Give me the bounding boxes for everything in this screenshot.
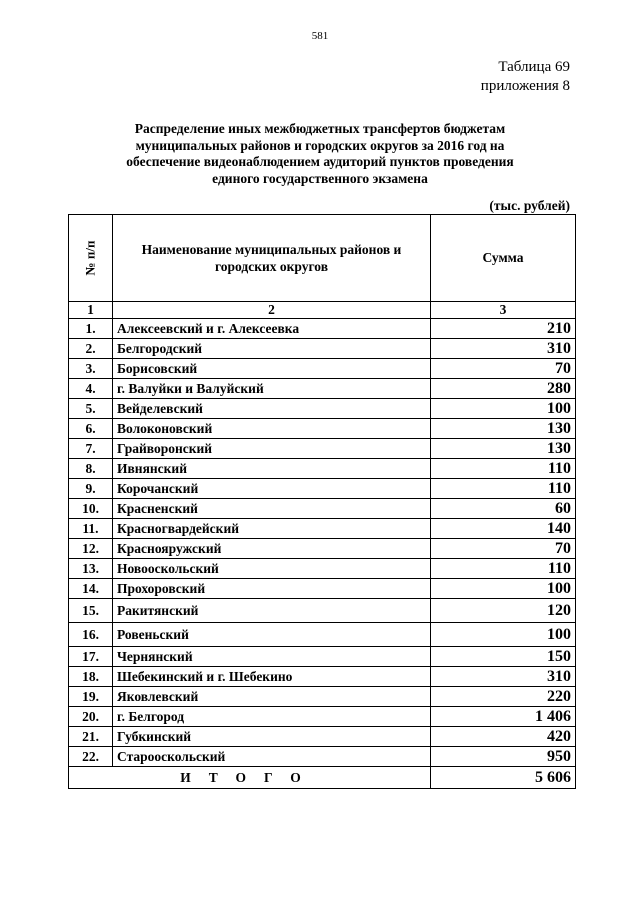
table-row — [69, 459, 576, 479]
row-sum: 100 — [431, 623, 576, 647]
row-number: 5. — [69, 399, 113, 419]
district-name: Красногвардейский — [113, 519, 431, 539]
total-sum: 5 606 — [431, 767, 576, 789]
document-title — [100, 121, 540, 187]
row-number: 21. — [69, 727, 113, 747]
row-sum: 110 — [431, 479, 576, 499]
district-name: Чернянский — [113, 647, 431, 667]
header-number-label: № п/п — [82, 240, 98, 276]
header-name — [113, 215, 431, 302]
table-row — [69, 319, 576, 339]
total-row — [69, 767, 576, 789]
district-name: Красненский — [113, 499, 431, 519]
table-row — [69, 359, 576, 379]
row-number: 20. — [69, 707, 113, 727]
table-row — [69, 499, 576, 519]
row-sum: 110 — [431, 559, 576, 579]
table-row — [69, 707, 576, 727]
district-name: г. Белгород — [113, 707, 431, 727]
transfers-table — [68, 214, 576, 789]
table-header-row — [69, 215, 576, 302]
row-number: 6. — [69, 419, 113, 439]
total-label: ИТОГО — [69, 767, 431, 789]
row-sum: 60 — [431, 499, 576, 519]
district-name: Ровеньский — [113, 623, 431, 647]
row-number: 2. — [69, 339, 113, 359]
column-index: 3 — [431, 302, 576, 319]
row-number: 10. — [69, 499, 113, 519]
district-name: г. Валуйки и Валуйский — [113, 379, 431, 399]
district-name: Алексеевский и г. Алексеевка — [113, 319, 431, 339]
row-number: 22. — [69, 747, 113, 767]
row-number: 16. — [69, 623, 113, 647]
table-row — [69, 687, 576, 707]
table-row — [69, 439, 576, 459]
table-row — [69, 579, 576, 599]
table-row — [69, 623, 576, 647]
row-number: 19. — [69, 687, 113, 707]
district-name: Вейделевский — [113, 399, 431, 419]
row-sum: 950 — [431, 747, 576, 767]
title-line: муниципальных районов и городских округов за 2016 год на — [135, 137, 505, 153]
table-row — [69, 419, 576, 439]
column-index: 2 — [113, 302, 431, 319]
table-row — [69, 647, 576, 667]
table-row — [69, 747, 576, 767]
title-line: обеспечение видеонаблюдением аудиторий пунктов проведения — [126, 154, 514, 169]
row-sum: 310 — [431, 339, 576, 359]
row-number: 13. — [69, 559, 113, 579]
district-name: Новооскольский — [113, 559, 431, 579]
district-name: Ивнянский — [113, 459, 431, 479]
header-sum: Сумма — [431, 215, 576, 302]
district-name: Шебекинский и г. Шебекино — [113, 667, 431, 687]
row-number: 3. — [69, 359, 113, 379]
row-sum: 70 — [431, 539, 576, 559]
row-number: 11. — [69, 519, 113, 539]
table-body — [69, 319, 576, 767]
column-index-row — [69, 302, 576, 319]
table-row — [69, 559, 576, 579]
row-sum: 110 — [431, 459, 576, 479]
row-sum: 130 — [431, 419, 576, 439]
row-number: 8. — [69, 459, 113, 479]
row-sum: 70 — [431, 359, 576, 379]
district-name: Губкинский — [113, 727, 431, 747]
row-sum: 100 — [431, 399, 576, 419]
column-index: 1 — [69, 302, 113, 319]
row-sum: 150 — [431, 647, 576, 667]
table-row — [69, 479, 576, 499]
row-number: 17. — [69, 647, 113, 667]
row-sum: 140 — [431, 519, 576, 539]
district-name: Корочанский — [113, 479, 431, 499]
table-reference: Таблица 69 — [498, 59, 570, 75]
row-number: 7. — [69, 439, 113, 459]
row-sum: 420 — [431, 727, 576, 747]
row-sum: 220 — [431, 687, 576, 707]
row-number: 18. — [69, 667, 113, 687]
district-name: Яковлевский — [113, 687, 431, 707]
row-sum: 1 406 — [431, 707, 576, 727]
table-row — [69, 599, 576, 623]
row-sum: 120 — [431, 599, 576, 623]
district-name: Борисовский — [113, 359, 431, 379]
district-name: Старооскольский — [113, 747, 431, 767]
row-number: 9. — [69, 479, 113, 499]
row-number: 14. — [69, 579, 113, 599]
appendix-reference: приложения 8 — [480, 78, 570, 94]
table-row — [69, 667, 576, 687]
row-sum: 280 — [431, 379, 576, 399]
units-label: (тыс. рублей) — [489, 198, 570, 213]
table-row — [69, 399, 576, 419]
row-sum: 210 — [431, 319, 576, 339]
district-name: Белгородский — [113, 339, 431, 359]
district-name: Краснояружский — [113, 539, 431, 559]
row-number: 12. — [69, 539, 113, 559]
table-row — [69, 339, 576, 359]
row-number: 15. — [69, 599, 113, 623]
table-row — [69, 519, 576, 539]
page-number: 581 — [311, 30, 329, 42]
row-sum: 310 — [431, 667, 576, 687]
table-row — [69, 539, 576, 559]
row-number: 1. — [69, 319, 113, 339]
table-row — [69, 727, 576, 747]
title-line: Распределение иных межбюджетных трансфертов бюджетам — [134, 121, 506, 136]
table-row — [69, 379, 576, 399]
district-name: Волоконовский — [113, 419, 431, 439]
header-name-line: Наименование муниципальных районов и — [141, 242, 402, 257]
header-name-line: городских округов — [214, 259, 329, 274]
district-name: Ракитянский — [113, 599, 431, 623]
district-name: Прохоровский — [113, 579, 431, 599]
district-name: Грайворонский — [113, 439, 431, 459]
row-number: 4. — [69, 379, 113, 399]
row-sum: 130 — [431, 439, 576, 459]
header-number — [69, 215, 113, 302]
row-sum: 100 — [431, 579, 576, 599]
title-line: единого государственного экзамена — [212, 170, 428, 186]
